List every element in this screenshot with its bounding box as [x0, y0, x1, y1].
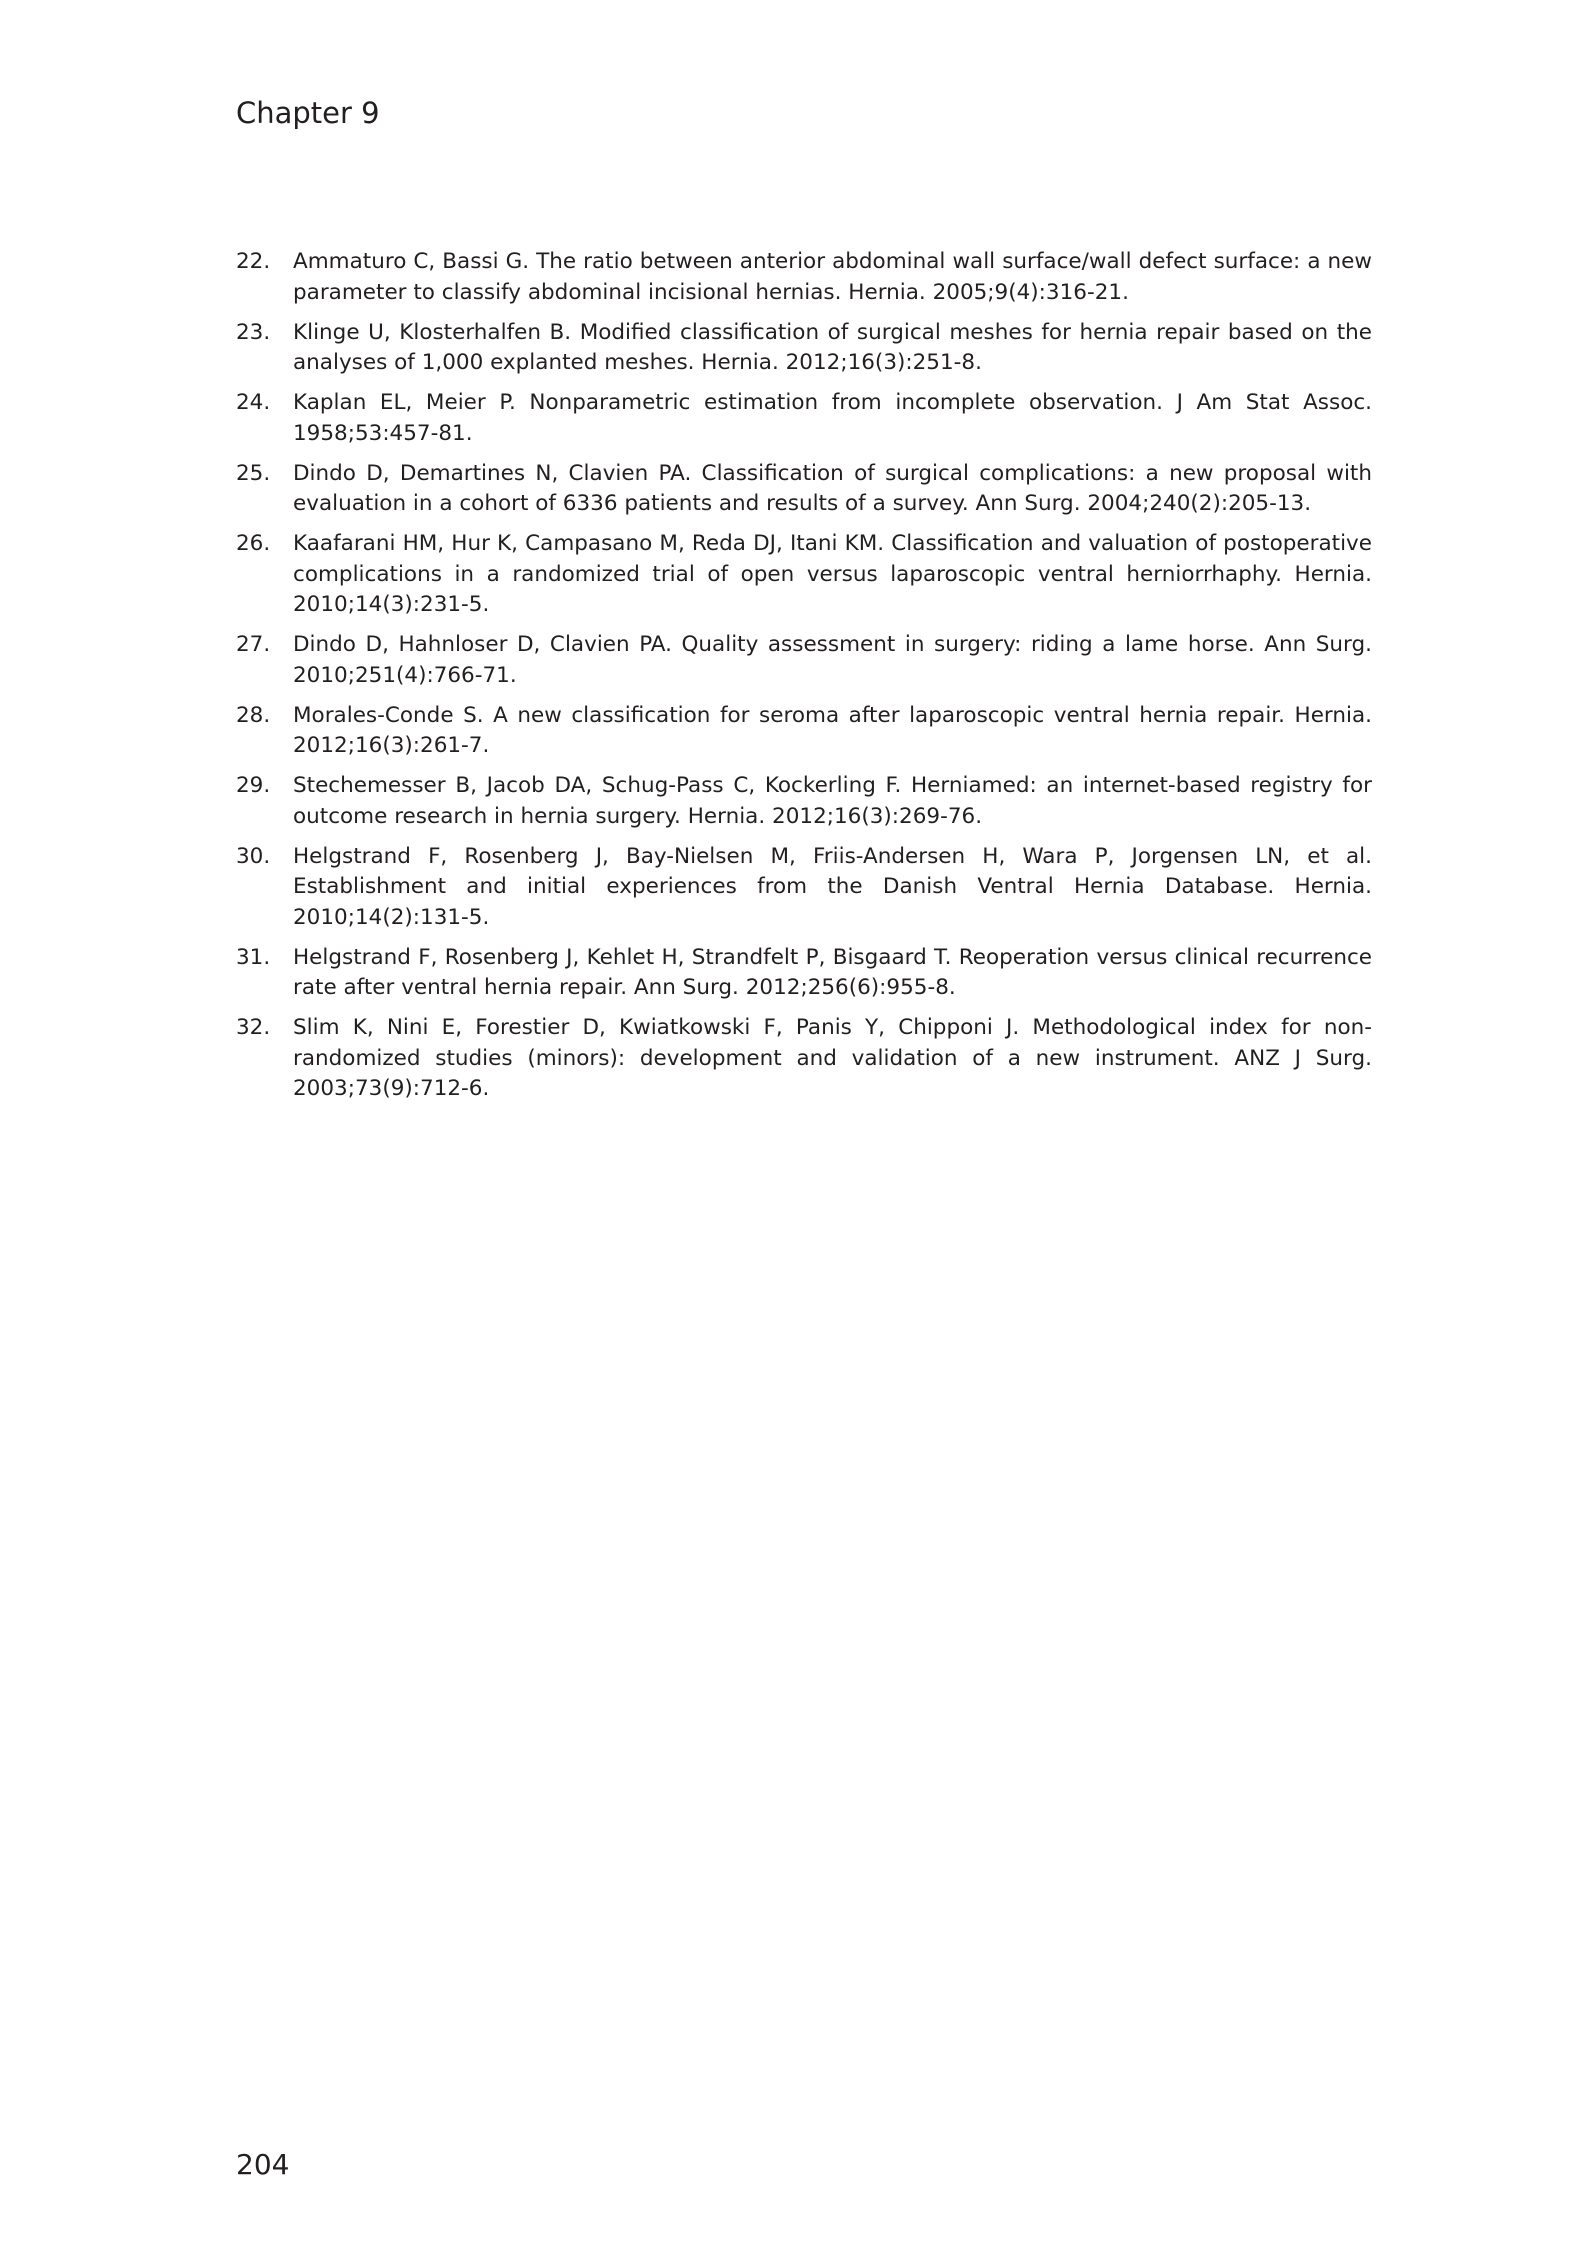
reference-item [236, 247, 1372, 308]
reference-number: 29. [236, 773, 271, 798]
reference-text: Helgstrand F, Rosenberg J, Kehlet H, Strandfelt P, Bisgaard T. Reoperation versus clinical recurrence rate after ventral hernia repair. Ann Surg. 2012;256(6):955-8. [293, 944, 1372, 1000]
reference-text: Kaafarani HM, Hur K, Campasano M, Reda DJ, Itani KM. Classification and valuation of postoperative complications in a randomized trial of open versus laparoscopic ventral herniorrhaphy. Hernia. 2010;14(3):231-5. [293, 531, 1372, 617]
reference-item [236, 388, 1372, 449]
page-number: 204 [236, 2148, 290, 2181]
reference-item [236, 630, 1372, 691]
reference-number: 24. [236, 390, 271, 415]
reference-item [236, 1013, 1372, 1105]
reference-item [236, 459, 1372, 520]
reference-text: Helgstrand F, Rosenberg J, Bay-Nielsen M, Friis-Andersen H, Wara P, Jorgensen LN, et al. Establishment and initial experiences from the Danish Ventral Hernia Database. Hernia. 2010;14(2):131-5. [293, 843, 1372, 930]
reference-text: Dindo D, Demartines N, Clavien PA. Classification of surgical complications: a new proposal with evaluation in a cohort of 6336 patients and results of a survey. Ann Surg. 2004;240(2):205-13. [293, 460, 1372, 516]
reference-item [236, 771, 1372, 832]
reference-text: Ammaturo C, Bassi G. The ratio between anterior abdominal wall surface/wall defect surface: a new parameter to classify abdominal incisional hernias. Hernia. 2005;9(4):316-21. [293, 249, 1372, 305]
reference-item [236, 842, 1372, 934]
reference-number: 27. [236, 632, 271, 657]
reference-text: Stechemesser B, Jacob DA, Schug-Pass C, Kockerling F. Herniamed: an internet-based registry for outcome research in hernia surgery. Hernia. 2012;16(3):269-76. [293, 773, 1372, 829]
reference-text: Morales-Conde S. A new classification for seroma after laparoscopic ventral hernia repair. Hernia. 2012;16(3):261-7. [293, 702, 1372, 758]
chapter-title: Chapter 9 [236, 96, 380, 130]
reference-number: 28. [236, 702, 271, 728]
reference-text: Klinge U, Klosterhalfen B. Modified classification of surgical meshes for hernia repair based on the analyses of 1,000 explanted meshes. Hernia. 2012;16(3):251-8. [293, 319, 1372, 375]
reference-number: 31. [236, 944, 271, 970]
reference-number: 30. [236, 843, 271, 869]
reference-number: 23. [236, 319, 271, 345]
reference-number: 26. [236, 531, 271, 556]
reference-text: Slim K, Nini E, Forestier D, Kwiatkowski F, Panis Y, Chipponi J. Methodological index for non-randomized studies (minors): development and validation of a new instrument. ANZ J Surg. 2003;73(9):712-6. [293, 1015, 1372, 1101]
reference-number: 22. [236, 249, 271, 274]
reference-list [236, 247, 1372, 1114]
reference-number: 32. [236, 1015, 271, 1040]
reference-text: Dindo D, Hahnloser D, Clavien PA. Quality assessment in surgery: riding a lame horse. Ann Surg. 2010;251(4):766-71. [293, 632, 1372, 688]
reference-item [236, 529, 1372, 621]
reference-number: 25. [236, 460, 271, 486]
reference-text: Kaplan EL, Meier P. Nonparametric estimation from incomplete observation. J Am Stat Assoc. 1958;53:457-81. [293, 390, 1372, 446]
reference-item [236, 701, 1372, 762]
reference-item [236, 943, 1372, 1004]
reference-item [236, 318, 1372, 379]
